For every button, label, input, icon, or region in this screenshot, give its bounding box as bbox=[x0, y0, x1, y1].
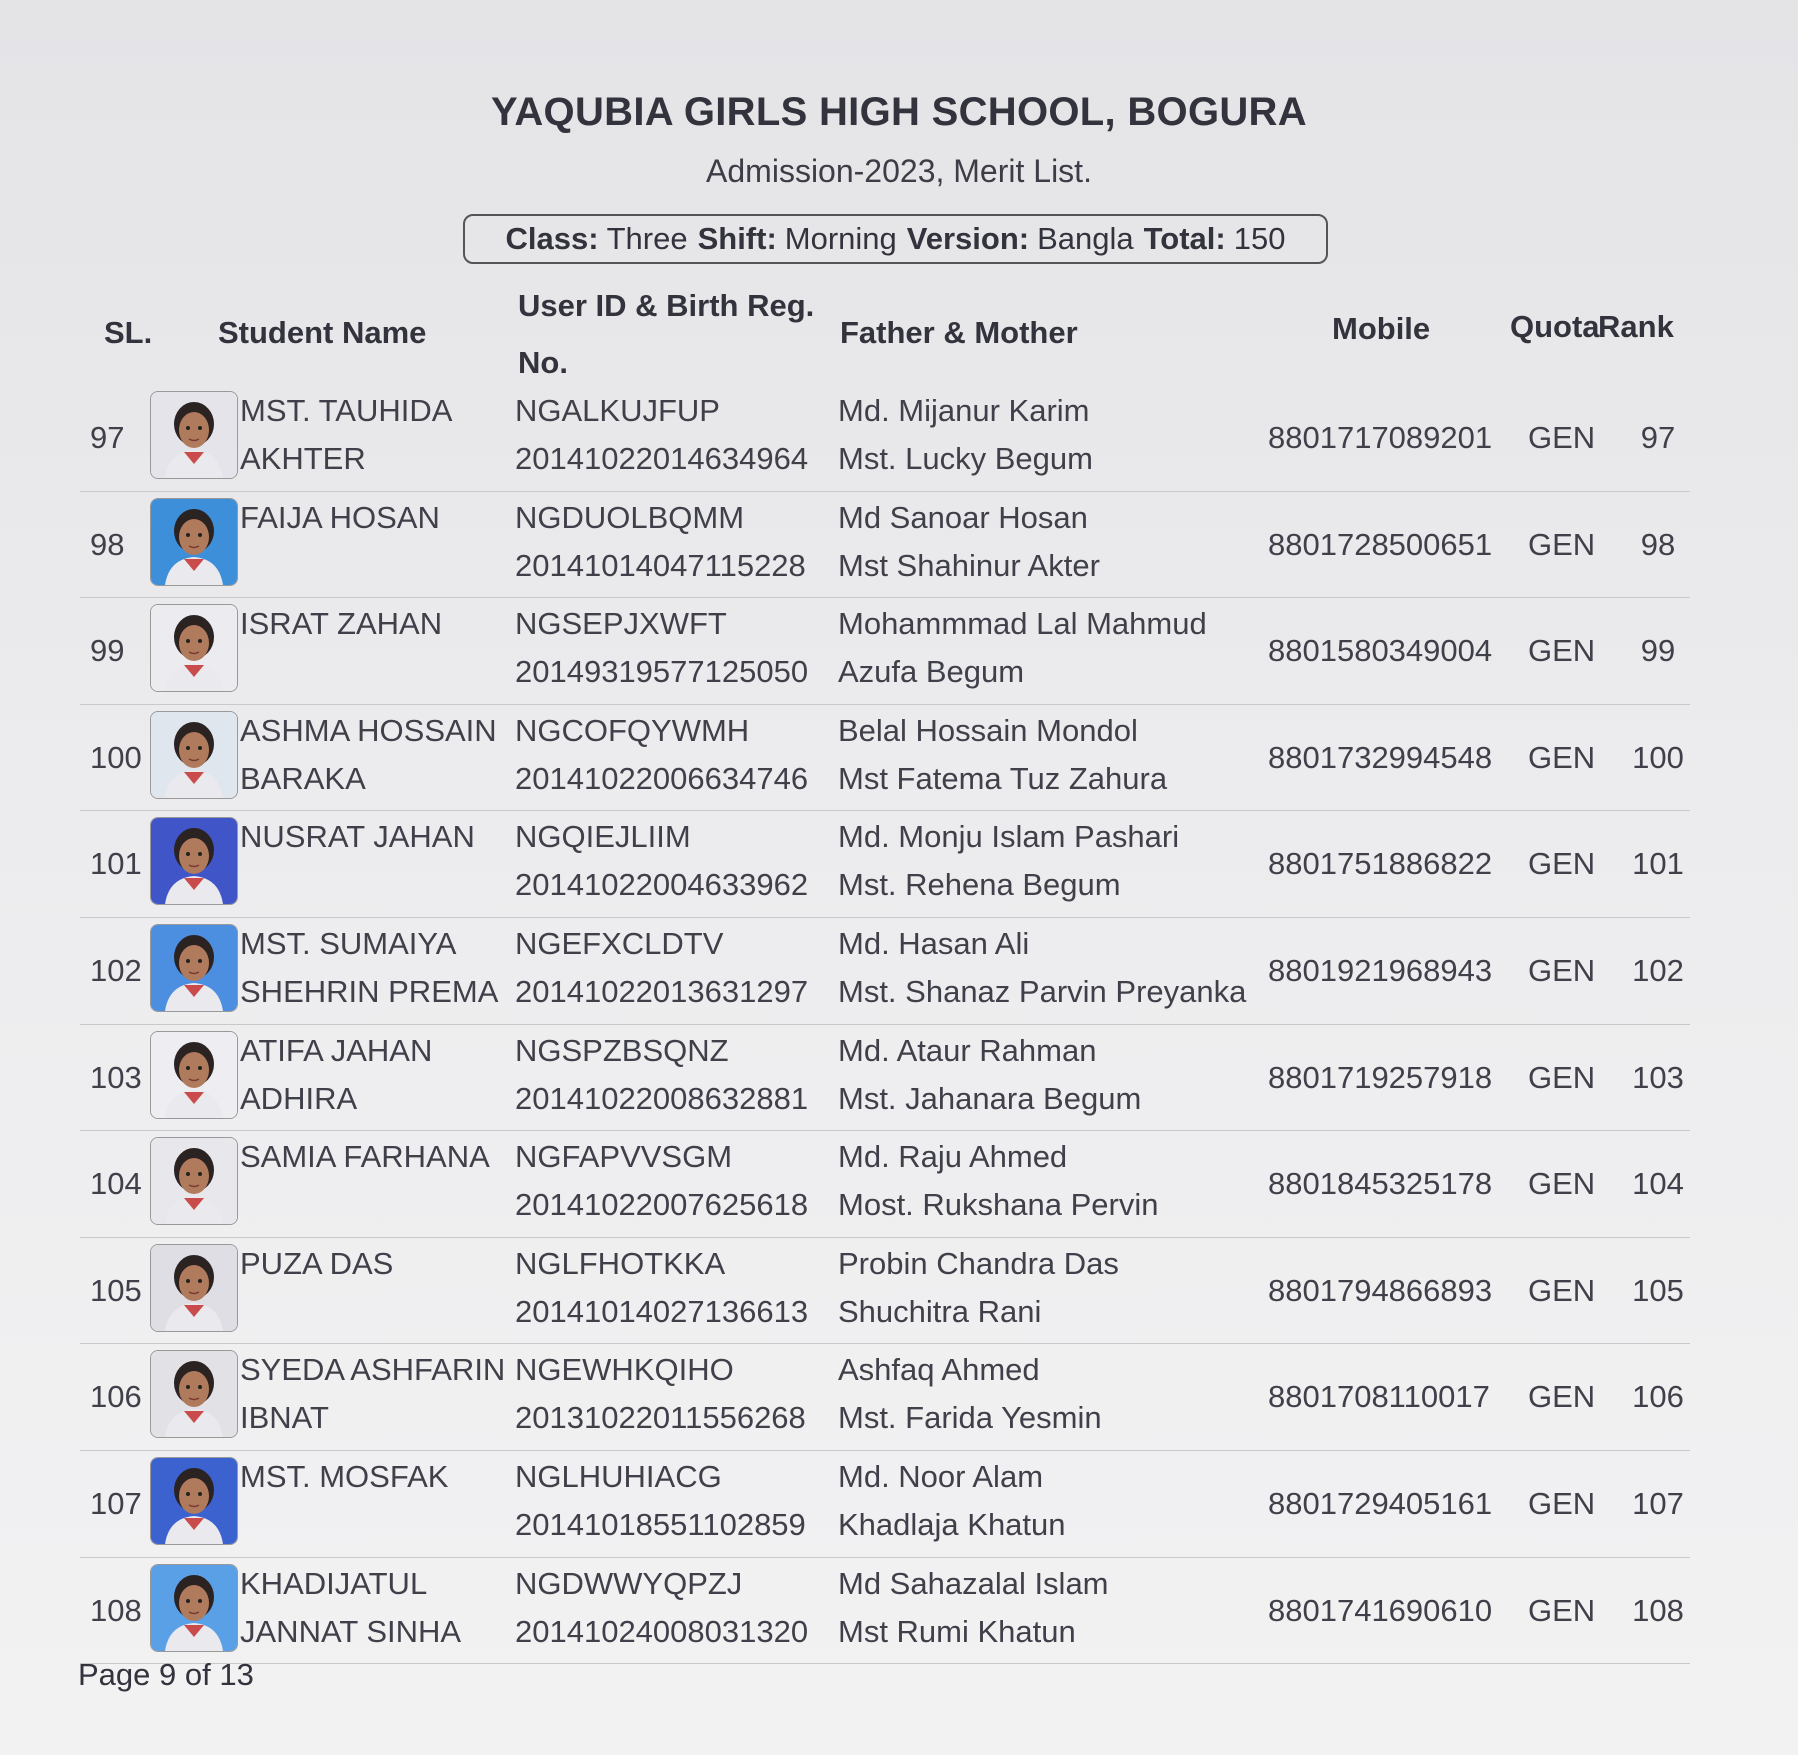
merit-table bbox=[80, 385, 1690, 1664]
parents bbox=[838, 1133, 1158, 1229]
table-row bbox=[80, 598, 1690, 705]
rank: 103 bbox=[1632, 1059, 1684, 1095]
user-id-birth-reg bbox=[515, 387, 808, 483]
rank: 104 bbox=[1632, 1166, 1684, 1202]
parents bbox=[838, 1453, 1066, 1549]
quota: GEN bbox=[1528, 633, 1596, 669]
mobile-number: 8801794866893 bbox=[1268, 1272, 1493, 1308]
student-name bbox=[240, 707, 497, 803]
mother-name: Mst Fatema Tuz Zahura bbox=[838, 760, 1168, 796]
father-name: Md. Noor Alam bbox=[838, 1458, 1044, 1494]
father-name: Md. Hasan Ali bbox=[838, 925, 1030, 961]
table-row bbox=[80, 1025, 1690, 1132]
header-sl: SL. bbox=[104, 315, 153, 350]
quota: GEN bbox=[1528, 1592, 1596, 1628]
shift-label: Shift: bbox=[697, 221, 777, 256]
parents bbox=[838, 387, 1093, 483]
student-name-line1: MST. MOSFAK bbox=[240, 1458, 449, 1494]
user-id: NGSEPJXWFT bbox=[515, 606, 727, 642]
user-id-birth-reg bbox=[515, 1133, 808, 1229]
student-portrait-icon bbox=[151, 712, 237, 798]
serial-number: 100 bbox=[90, 739, 142, 775]
class-info-box bbox=[463, 214, 1328, 264]
rank: 97 bbox=[1640, 420, 1676, 455]
student-photo bbox=[150, 711, 238, 799]
rank: 100 bbox=[1632, 739, 1684, 775]
mobile-number: 8801728500651 bbox=[1268, 526, 1493, 562]
mother-name: Mst. Farida Yesmin bbox=[838, 1400, 1102, 1436]
student-name bbox=[240, 1346, 505, 1442]
student-name bbox=[240, 1453, 448, 1501]
rank: 101 bbox=[1632, 846, 1684, 882]
user-id: NGDUOLBQMM bbox=[515, 499, 745, 535]
student-name bbox=[240, 1560, 461, 1656]
quota: GEN bbox=[1528, 1059, 1596, 1095]
user-id: NGFAPVVSGM bbox=[515, 1139, 733, 1175]
user-id: NGLHUHIACG bbox=[515, 1458, 722, 1494]
user-id-birth-reg bbox=[515, 707, 808, 803]
quota: GEN bbox=[1528, 1272, 1596, 1308]
serial-number: 98 bbox=[90, 526, 125, 562]
birth-reg-no: 20141022007625618 bbox=[515, 1187, 809, 1223]
user-id-birth-reg bbox=[515, 600, 808, 696]
student-photo bbox=[150, 1350, 238, 1438]
student-portrait-icon bbox=[151, 499, 237, 585]
user-id-birth-reg bbox=[515, 920, 808, 1016]
rank: 99 bbox=[1640, 633, 1676, 669]
father-name: Md. Raju Ahmed bbox=[838, 1139, 1068, 1175]
header-quota: Quota bbox=[1510, 309, 1600, 344]
user-id: NGEWHKQIHO bbox=[515, 1352, 734, 1388]
student-portrait-icon bbox=[151, 925, 237, 1011]
student-photo bbox=[150, 1564, 238, 1652]
student-name-line1: MST. TAUHIDA bbox=[240, 393, 453, 428]
student-name bbox=[240, 1133, 490, 1181]
mother-name: Mst. Jahanara Begum bbox=[838, 1080, 1142, 1116]
student-name bbox=[240, 494, 440, 542]
father-name: Md. Mijanur Karim bbox=[838, 393, 1090, 428]
header-user-id-line1: User ID & Birth Reg. bbox=[518, 288, 815, 323]
mobile-number: 8801729405161 bbox=[1268, 1485, 1493, 1521]
rank: 108 bbox=[1632, 1592, 1684, 1628]
rank: 105 bbox=[1632, 1272, 1684, 1308]
student-photo bbox=[150, 391, 238, 479]
birth-reg-no: 20141024008031320 bbox=[515, 1613, 809, 1649]
mother-name: Mst Shahinur Akter bbox=[838, 547, 1100, 583]
version-value: Bangla bbox=[1037, 221, 1134, 256]
father-name: Probin Chandra Das bbox=[838, 1245, 1119, 1281]
parents bbox=[838, 707, 1167, 803]
student-name-line2: AKHTER bbox=[240, 441, 366, 476]
student-photo bbox=[150, 1031, 238, 1119]
quota: GEN bbox=[1528, 952, 1596, 988]
mobile-number: 8801708110017 bbox=[1268, 1379, 1490, 1415]
total-label: Total: bbox=[1143, 221, 1226, 256]
quota: GEN bbox=[1528, 1166, 1596, 1202]
parents bbox=[838, 813, 1179, 909]
student-name-line1: ISRAT ZAHAN bbox=[240, 606, 443, 642]
list-subtitle: Admission-2023, Merit List. bbox=[706, 153, 1092, 189]
user-id: NGEFXCLDTV bbox=[515, 925, 724, 961]
student-name-line1: NUSRAT JAHAN bbox=[240, 819, 475, 855]
table-row bbox=[80, 492, 1690, 599]
serial-number: 108 bbox=[90, 1592, 142, 1628]
shift-value: Morning bbox=[784, 221, 897, 256]
rank: 107 bbox=[1632, 1485, 1684, 1521]
student-portrait-icon bbox=[151, 1351, 237, 1437]
table-row bbox=[80, 705, 1690, 812]
rank: 98 bbox=[1640, 526, 1676, 562]
user-id: NGQIEJLIIM bbox=[515, 819, 691, 855]
birth-reg-no: 20141022004633962 bbox=[515, 867, 809, 903]
student-name-line2: JANNAT SINHA bbox=[240, 1613, 462, 1649]
student-portrait-icon bbox=[151, 1245, 237, 1331]
birth-reg-no: 20141014047115228 bbox=[515, 547, 806, 583]
quota: GEN bbox=[1528, 526, 1596, 562]
student-photo bbox=[150, 604, 238, 692]
user-id-birth-reg bbox=[515, 1346, 806, 1442]
serial-number: 105 bbox=[90, 1272, 142, 1308]
user-id-birth-reg bbox=[515, 1560, 808, 1656]
serial-number: 102 bbox=[90, 952, 142, 988]
class-label: Class: bbox=[505, 221, 599, 256]
father-name: Ashfaq Ahmed bbox=[838, 1352, 1040, 1388]
student-name-line1: PUZA DAS bbox=[240, 1245, 394, 1281]
student-portrait-icon bbox=[151, 1138, 237, 1224]
student-name-line1: SYEDA ASHFARIN bbox=[240, 1352, 506, 1388]
total-value: 150 bbox=[1233, 221, 1286, 256]
student-photo bbox=[150, 1137, 238, 1225]
mobile-number: 8801751886822 bbox=[1268, 846, 1493, 882]
user-id: NGLFHOTKKA bbox=[515, 1245, 726, 1281]
user-id-birth-reg bbox=[515, 1453, 806, 1549]
user-id: NGSPZBSQNZ bbox=[515, 1032, 729, 1068]
birth-reg-no: 20141018551102859 bbox=[515, 1506, 806, 1542]
father-name: Mohammmad Lal Mahmud bbox=[838, 606, 1207, 642]
student-name-line2: SHEHRIN PREMA bbox=[240, 973, 499, 1009]
table-row bbox=[80, 1344, 1690, 1451]
serial-number: 107 bbox=[90, 1485, 142, 1521]
mobile-number: 8801580349004 bbox=[1268, 633, 1493, 669]
version-label: Version: bbox=[906, 221, 1030, 256]
student-name-line2: BARAKA bbox=[240, 760, 366, 796]
mother-name: Mst. Rehena Begum bbox=[838, 867, 1121, 903]
student-photo bbox=[150, 817, 238, 905]
user-id-birth-reg bbox=[515, 813, 808, 909]
student-photo bbox=[150, 1457, 238, 1545]
rank: 106 bbox=[1632, 1379, 1684, 1415]
parents bbox=[838, 1240, 1119, 1336]
mobile-number: 8801717089201 bbox=[1268, 420, 1493, 455]
quota: GEN bbox=[1528, 420, 1596, 455]
student-name-line1: ATIFA JAHAN bbox=[240, 1032, 433, 1068]
student-name bbox=[240, 1027, 432, 1123]
table-row bbox=[80, 811, 1690, 918]
father-name: Md Sahazalal Islam bbox=[838, 1565, 1109, 1601]
serial-number: 101 bbox=[90, 846, 142, 882]
student-name-line1: KHADIJATUL bbox=[240, 1565, 428, 1601]
student-name-line1: SAMIA FARHANA bbox=[240, 1139, 490, 1175]
student-name bbox=[240, 1240, 393, 1288]
student-name-line1: ASHMA HOSSAIN bbox=[240, 712, 497, 748]
table-row bbox=[80, 385, 1690, 492]
class-value: Three bbox=[606, 221, 688, 256]
header-student-name: Student Name bbox=[218, 315, 427, 350]
parents bbox=[838, 1027, 1141, 1123]
student-portrait-icon bbox=[151, 1458, 237, 1544]
student-portrait-icon bbox=[151, 392, 237, 478]
user-id: NGCOFQYWMH bbox=[515, 712, 750, 748]
student-name bbox=[240, 920, 498, 1016]
mother-name: Shuchitra Rani bbox=[838, 1293, 1042, 1329]
mother-name: Azufa Begum bbox=[838, 654, 1025, 690]
table-row bbox=[80, 918, 1690, 1025]
student-name-line1: MST. SUMAIYA bbox=[240, 925, 457, 961]
student-name bbox=[240, 600, 442, 648]
user-id: NGDWWYQPZJ bbox=[515, 1565, 743, 1601]
serial-number: 97 bbox=[90, 420, 125, 455]
parents bbox=[838, 1560, 1109, 1656]
serial-number: 103 bbox=[90, 1059, 142, 1095]
parents bbox=[838, 920, 1246, 1016]
school-title: YAQUBIA GIRLS HIGH SCHOOL, BOGURA bbox=[491, 90, 1307, 134]
quota: GEN bbox=[1528, 846, 1596, 882]
mother-name: Most. Rukshana Pervin bbox=[838, 1187, 1159, 1223]
father-name: Belal Hossain Mondol bbox=[838, 712, 1138, 748]
user-id-birth-reg bbox=[515, 494, 806, 590]
table-row bbox=[80, 1451, 1690, 1558]
header-user-id-line2: No. bbox=[518, 345, 568, 380]
birth-reg-no: 20141014027136613 bbox=[515, 1293, 809, 1329]
quota: GEN bbox=[1528, 1379, 1596, 1415]
birth-reg-no: 20141022006634746 bbox=[515, 760, 809, 796]
quota: GEN bbox=[1528, 1485, 1596, 1521]
father-name: Md. Monju Islam Pashari bbox=[838, 819, 1180, 855]
parents bbox=[838, 494, 1100, 590]
birth-reg-no: 20131022011556268 bbox=[515, 1400, 806, 1436]
quota: GEN bbox=[1528, 739, 1596, 775]
mother-name: Mst Rumi Khatun bbox=[838, 1613, 1076, 1649]
user-id: NGALKUJFUP bbox=[515, 393, 720, 428]
birth-reg-no: 20141022014634964 bbox=[515, 441, 809, 476]
serial-number: 106 bbox=[90, 1379, 142, 1415]
student-name-line1: FAIJA HOSAN bbox=[240, 499, 440, 535]
mobile-number: 8801921968943 bbox=[1268, 952, 1493, 988]
mobile-number: 8801732994548 bbox=[1268, 739, 1493, 775]
user-id-birth-reg bbox=[515, 1027, 808, 1123]
header-father-mother: Father & Mother bbox=[840, 315, 1078, 350]
student-portrait-icon bbox=[151, 605, 237, 691]
parents bbox=[838, 600, 1207, 696]
father-name: Md. Ataur Rahman bbox=[838, 1032, 1097, 1068]
student-portrait-icon bbox=[151, 818, 237, 904]
student-name-line2: ADHIRA bbox=[240, 1080, 358, 1116]
mother-name: Mst. Shanaz Parvin Preyanka bbox=[838, 973, 1247, 1009]
student-name-line2: IBNAT bbox=[240, 1400, 329, 1436]
student-photo bbox=[150, 498, 238, 586]
mother-name: Khadlaja Khatun bbox=[838, 1506, 1066, 1542]
student-photo bbox=[150, 924, 238, 1012]
parents bbox=[838, 1346, 1102, 1442]
student-name bbox=[240, 813, 475, 861]
student-photo bbox=[150, 1244, 238, 1332]
student-portrait-icon bbox=[151, 1032, 237, 1118]
table-row bbox=[80, 1131, 1690, 1238]
mobile-number: 8801741690610 bbox=[1268, 1592, 1493, 1628]
student-portrait-icon bbox=[151, 1565, 237, 1651]
birth-reg-no: 20141022013631297 bbox=[515, 973, 809, 1009]
user-id-birth-reg bbox=[515, 1240, 808, 1336]
page-number: Page 9 of 13 bbox=[78, 1657, 254, 1692]
father-name: Md Sanoar Hosan bbox=[838, 499, 1088, 535]
header-rank: Rank bbox=[1598, 309, 1674, 344]
table-row bbox=[80, 1558, 1690, 1665]
birth-reg-no: 20141022008632881 bbox=[515, 1080, 809, 1116]
serial-number: 104 bbox=[90, 1166, 142, 1202]
mother-name: Mst. Lucky Begum bbox=[838, 441, 1093, 476]
mobile-number: 8801719257918 bbox=[1268, 1059, 1493, 1095]
student-name bbox=[240, 387, 452, 483]
rank: 102 bbox=[1632, 952, 1684, 988]
table-row bbox=[80, 1238, 1690, 1345]
birth-reg-no: 20149319577125050 bbox=[515, 654, 809, 690]
mobile-number: 8801845325178 bbox=[1268, 1166, 1493, 1202]
header-mobile: Mobile bbox=[1332, 311, 1431, 346]
serial-number: 99 bbox=[90, 633, 125, 669]
